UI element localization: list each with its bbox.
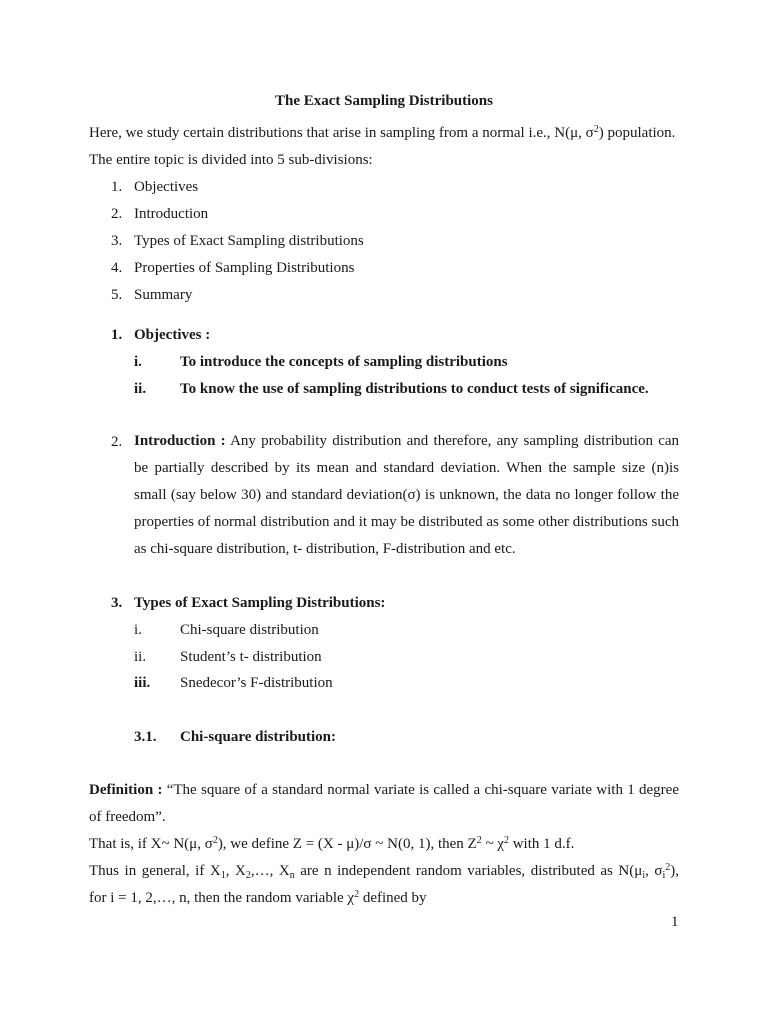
definition-label: Definition : [89,782,163,798]
list-label: Types of Exact Sampling distributions [134,233,364,249]
definition-thatis-line [89,834,574,854]
superscript: 2 [593,124,599,135]
page-number: 1 [671,914,679,930]
definition-general-line [89,861,679,881]
superscript: 2 [212,835,218,846]
list-number: i. [134,354,142,370]
list-label: To introduce the concepts of sampling distributions [180,354,508,370]
math-text: for i = 1, 2,…, n, then the random variable χ [89,890,355,906]
list-label: Properties of Sampling Distributions [134,260,355,276]
math-text: ), [670,863,679,879]
list-number: i. [134,622,142,638]
definition-final-line [89,888,427,908]
section-title: Objectives : [134,327,211,343]
list-number: ii. [134,649,147,665]
math-text: with 1 d.f. [508,836,575,852]
section-number: 3.1. [134,729,157,745]
list-label: Summary [134,287,193,303]
list-label: Objectives [134,179,199,195]
subscript: i [642,870,646,881]
math-text: defined by [359,890,427,906]
math-text: , σ [645,863,663,879]
section-number: 1. [111,327,123,343]
list-number: 1. [111,179,123,195]
superscript: 2 [503,835,509,846]
subscript: 1 [220,870,226,881]
math-text: ~ χ [481,836,504,852]
math-text: That is, if X~ N(μ, σ [89,836,213,852]
subscript: 2 [245,870,251,881]
math-text: ), we define Z = (X - μ)/σ ~ N(0, 1), then Z [217,836,477,852]
list-label: To know the use of sampling distributions to conduct tests of significance. [180,381,649,397]
section-introduction-paragraph [134,428,679,563]
paragraph-text: Any probability distribution and therefore, any sampling distribution can be partially described by its mean and standard deviation. When the sample size (n)is small (say below 30) and standard deviation(σ) is unknown, the data no longer follow the properties of normal distribution and it may be distributed as some other distributions such as chi-square distribution, t- distribution, F-distribution and etc. [134,433,680,557]
section-title: Types of Exact Sampling Distributions: [134,595,386,611]
list-number: 5. [111,287,123,303]
list-label: Introduction [134,206,209,222]
intro-line-1 [89,123,675,143]
subscript: i [662,870,666,881]
intro-text: ) population. [598,125,676,141]
math-text: are n independent random variables, distributed as N(μ [294,863,643,879]
section-introduction-number: 2. [111,434,123,450]
subscript: n [289,870,295,881]
list-number: iii. [134,675,151,691]
paragraph-text: “The square of a standard normal variate is called a chi-square variate with 1 degree of freedom”. [89,782,679,825]
document-title: The Exact Sampling Distributions [275,93,493,109]
superscript: 2 [665,862,671,873]
definition-paragraph [89,777,679,831]
list-label: Snedecor’s F-distribution [180,675,333,691]
section-number: 3. [111,595,123,611]
list-label: Student’s t- distribution [180,649,322,665]
list-label: Chi-square distribution [180,622,319,638]
list-number: 2. [111,206,123,222]
superscript: 2 [476,835,482,846]
list-number: 3. [111,233,123,249]
math-text: , X [225,863,246,879]
intro-line-2: The entire topic is divided into 5 sub-divisions: [89,152,373,168]
math-text: Thus in general, if X [89,863,221,879]
list-number: ii. [134,381,147,397]
list-number: 4. [111,260,123,276]
intro-text: Here, we study certain distributions that arise in sampling from a normal i.e., N(μ, σ [89,125,594,141]
section-title: Introduction : [134,433,226,449]
section-title: Chi-square distribution: [180,729,337,745]
superscript: 2 [354,889,360,900]
math-text: ,…, X [250,863,290,879]
